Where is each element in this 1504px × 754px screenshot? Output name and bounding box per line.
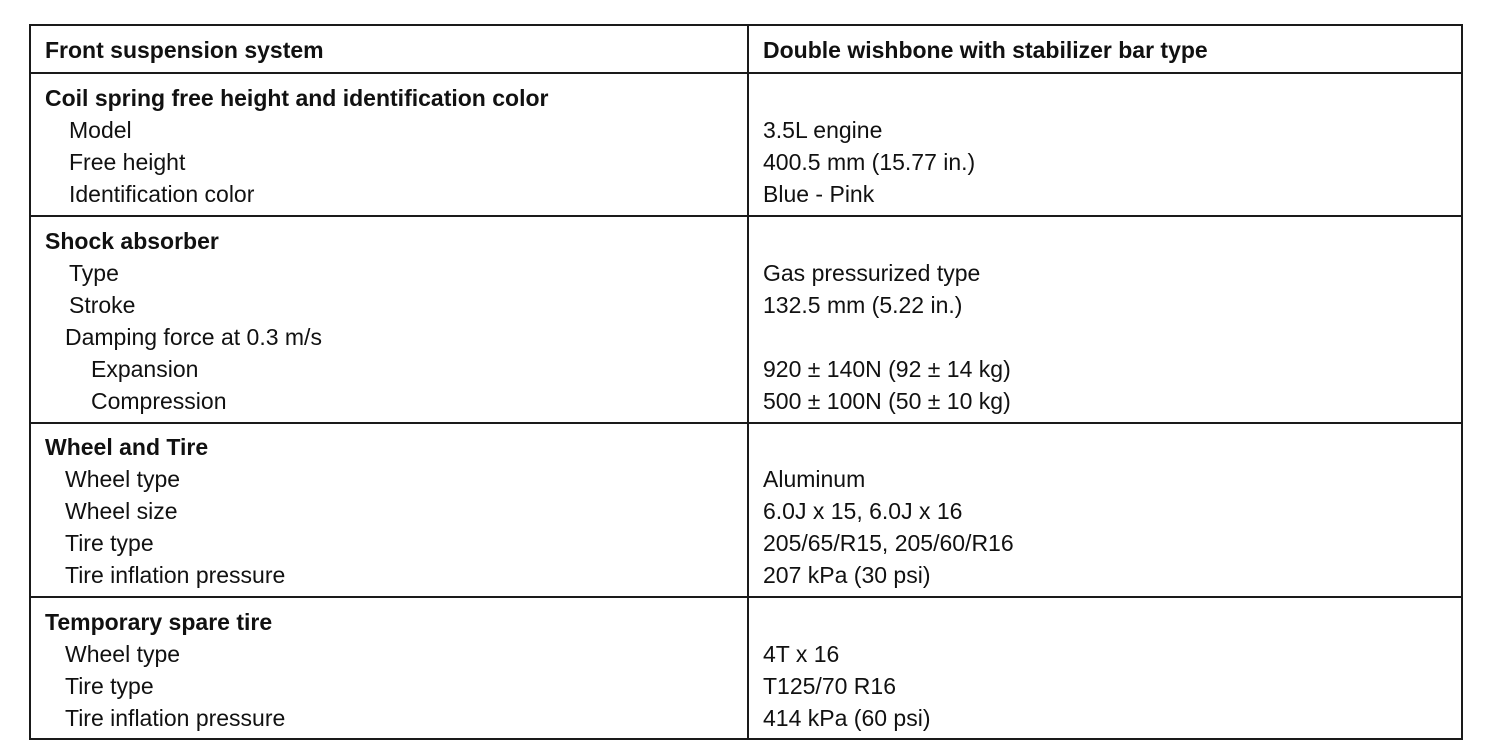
- section-title-coil-spring: Coil spring free height and identification color: [45, 85, 549, 111]
- row-label: Compression: [91, 388, 227, 414]
- section-divider: [31, 596, 1461, 598]
- section-title-shock-absorber: Shock absorber: [45, 228, 219, 254]
- section-divider: [31, 215, 1461, 217]
- row-value: 205/65/R15, 205/60/R16: [763, 530, 1014, 556]
- row-value: 4T x 16: [763, 641, 840, 667]
- row-value: Blue - Pink: [763, 181, 875, 207]
- row-value: 207 kPa (30 psi): [763, 562, 931, 588]
- row-label: Wheel type: [65, 641, 181, 667]
- row-label: Damping force at 0.3 m/s: [65, 324, 322, 350]
- row-value: 132.5 mm (5.22 in.): [763, 292, 963, 318]
- row-label: Type: [69, 260, 119, 286]
- row-value: 500 ± 100N (50 ± 10 kg): [763, 388, 1011, 414]
- column-divider: [747, 26, 749, 738]
- row-label: Tire inflation pressure: [65, 562, 286, 588]
- section-title-wheel-and-tire: Wheel and Tire: [45, 434, 209, 460]
- row-label: Identification color: [69, 181, 255, 207]
- header-right: Double wishbone with stabilizer bar type: [763, 37, 1208, 63]
- row-label: Wheel size: [65, 498, 178, 524]
- row-label: Tire type: [65, 530, 154, 556]
- row-value: 920 ± 140N (92 ± 14 kg): [763, 356, 1011, 382]
- row-label: Wheel type: [65, 466, 181, 492]
- row-value: Aluminum: [763, 466, 866, 492]
- row-value: 3.5L engine: [763, 117, 883, 143]
- row-value: 400.5 mm (15.77 in.): [763, 149, 976, 175]
- row-label: Model: [69, 117, 132, 143]
- row-value: Gas pressurized type: [763, 260, 981, 286]
- row-label: Free height: [69, 149, 186, 175]
- header-divider: [31, 72, 1461, 74]
- row-label: Tire type: [65, 673, 154, 699]
- row-value: 6.0J x 15, 6.0J x 16: [763, 498, 963, 524]
- header-left: Front suspension system: [45, 37, 324, 63]
- row-label: Expansion: [91, 356, 199, 382]
- row-label: Stroke: [69, 292, 136, 318]
- section-divider: [31, 422, 1461, 424]
- spec-table: [29, 24, 1463, 740]
- row-label: Tire inflation pressure: [65, 705, 286, 731]
- row-value: T125/70 R16: [763, 673, 896, 699]
- row-value: 414 kPa (60 psi): [763, 705, 931, 731]
- section-title-temporary-spare-tire: Temporary spare tire: [45, 609, 273, 635]
